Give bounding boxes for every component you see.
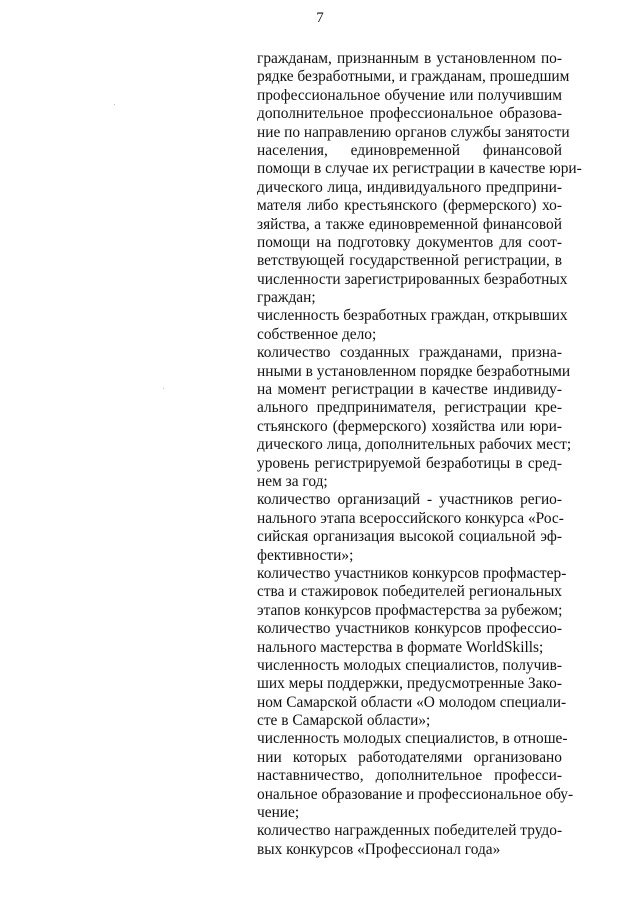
page-number: 7 [316,10,324,26]
text-line: чение; [257,804,300,822]
document-body [257,50,582,859]
text-line: ональное образование и профессиональное обу- [257,785,574,803]
text-line: ства и стажировок победителей региональных [257,583,562,601]
text-line: нального мастерства в формате WorldSkills; [257,638,544,656]
text-line: ального предпринимателя, регистрации кре- [257,399,562,417]
text-line: помощи в случае их регистрации в качестве юри- [257,160,582,178]
text-line: ном Самарской области «О молодом специали- [257,693,567,711]
scan-margin-mark [114,104,115,105]
text-line: зяйства, а также единовременной финансовой [257,215,562,233]
text-line: количество созданных гражданами, призна- [257,344,562,362]
text-line: стьянского (фермерского) хозяйства или юри- [257,417,562,435]
text-line: собственное дело; [257,325,377,343]
text-line: численность безработных граждан, открывших [257,307,568,325]
text-line: ших меры поддержки, предусмотренные Зако- [257,675,562,693]
text-line: гражданам, признанным в установленном по- [257,50,562,67]
text-line: численность молодых специалистов, получив- [257,656,562,674]
text-line: количество награжденных победителей трудо- [257,822,563,840]
text-line: помощи на подготовку документов для соот- [257,233,562,251]
text-line: наставничество, дополнительное професси- [257,767,562,785]
text-line: количество участников конкурсов профессио- [257,620,562,638]
text-line: ние по направлению органов службы занятости [257,123,570,141]
scan-margin-mark [163,388,164,389]
text-line: вых конкурсов «Профессионал года» [257,840,501,858]
text-line: граждан; [257,289,316,307]
text-line: мателя либо крестьянского (фермерского) хо- [257,197,562,215]
text-line: нными в установленном порядке безработными [257,362,571,380]
text-line: этапов конкурсов профмастерства за рубежом; [257,601,563,619]
text-line: количество организаций - участников регио- [257,491,562,509]
text-line: на момент регистрации в качестве индивиду- [257,381,562,399]
text-line: рядке безработными, и гражданам, прошедшим [257,68,570,86]
text-line: нем за год; [257,472,328,490]
text-line: уровень регистрируемой безработицы в сред- [257,454,562,472]
text-line: численность молодых специалистов, в отноше- [257,730,568,748]
text-line: сте в Самарской области»; [257,712,431,730]
text-line: сийская организация высокой социальной эф- [257,528,562,546]
text-line: населения, единовременной финансовой [257,141,562,159]
text-line: нального этапа всероссийского конкурса «Рос- [257,509,564,527]
text-line: дического лица, индивидуального предприни- [257,178,562,196]
text-line: дического лица, дополнительных рабочих мест; [257,436,572,454]
text-line: профессиональное обучение или получившим [257,86,562,104]
text-line: фективности»; [257,546,354,564]
text-line: численности зарегистрированных безработных [257,270,568,288]
text-line: количество участников конкурсов профмастер- [257,564,567,582]
text-line: ветствующей государственной регистрации, в [257,252,562,270]
text-line: нии которых работодателями организовано [257,748,562,766]
text-line: дополнительное профессиональное образова- [257,105,562,123]
